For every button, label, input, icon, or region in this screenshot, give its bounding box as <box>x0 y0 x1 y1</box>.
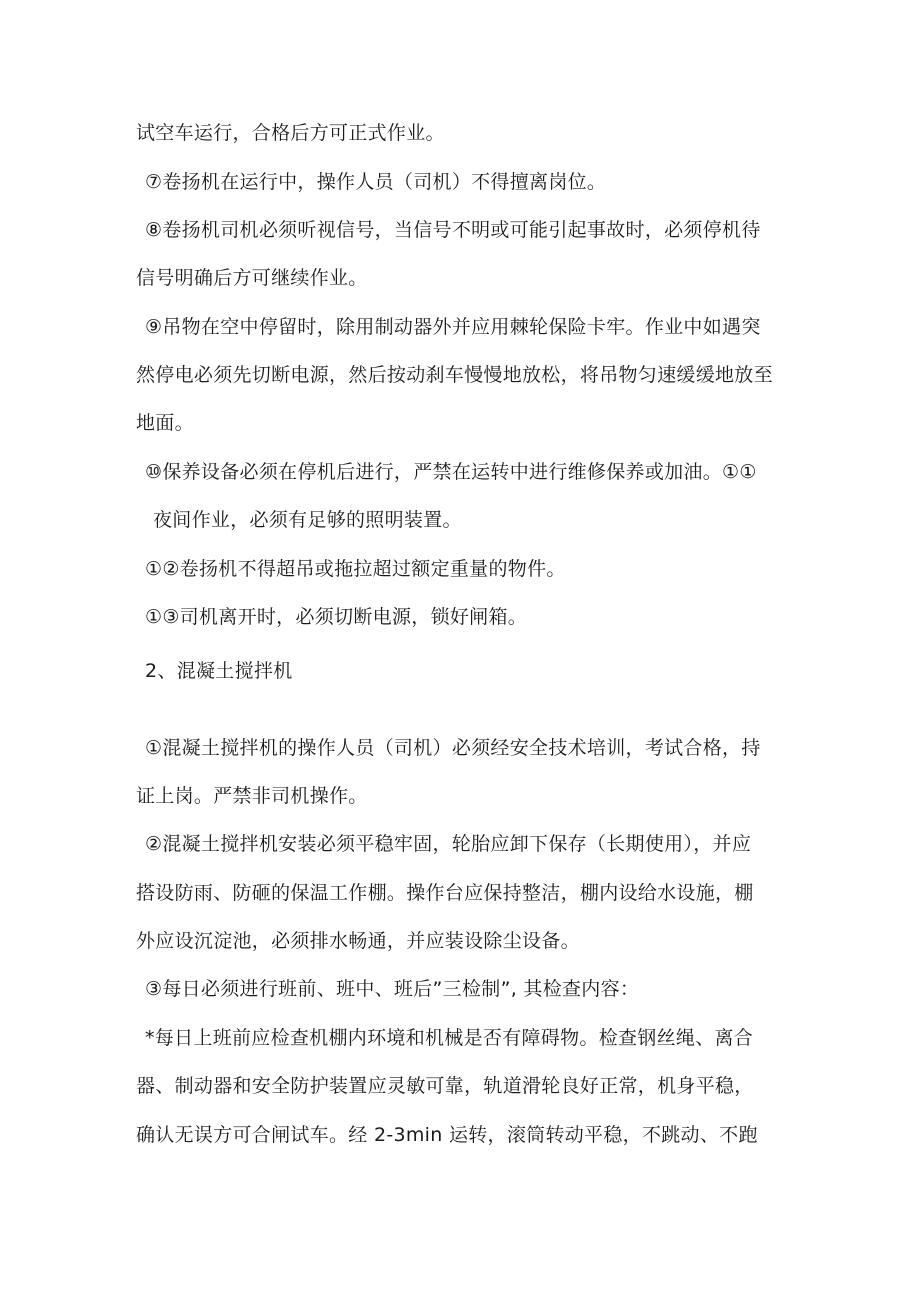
text-line: 搭设防雨、防砸的保温工作棚。操作台应保持整洁，棚内设给水设施，棚 <box>136 882 754 904</box>
text-line: 确认无误方可合闸试车。经 2-3min 运转，滚筒转动平稳，不跳动、不跑 <box>136 1124 758 1146</box>
text-line: 信号明确后方可继续作业。 <box>136 267 368 289</box>
text-line: ⑦卷扬机在运行中，操作人员（司机）不得擅离岗位。 <box>145 171 607 193</box>
text-line: 夜间作业，必须有足够的照明装置。 <box>153 509 462 531</box>
text-line: 证上岗。严禁非司机操作。 <box>136 785 368 807</box>
section-heading: 2、混凝土搅拌机 <box>145 660 293 682</box>
text-line: ①②卷扬机不得超吊或拖拉超过额定重量的物件。 <box>145 558 566 580</box>
text-line: ⑩保养设备必须在停机后进行，严禁在运转中进行维修保养或加油。①① <box>145 461 757 483</box>
text-line: *每日上班前应检查机棚内环境和机械是否有障碍物。检查钢丝绳、离合 <box>145 1027 754 1049</box>
text-line: 器、制动器和安全防护装置应灵敏可靠，轨道滑轮良好正常，机身平稳， <box>136 1075 754 1097</box>
text-line: ②混凝土搅拌机安装必须平稳牢固，轮胎应卸下保存（长期使用），并应 <box>145 833 752 855</box>
text-line: ③每日必须进行班前、班中、班后”三检制”, 其检查内容： <box>145 978 640 1000</box>
text-line: 试空车运行，合格后方可正式作业。 <box>136 122 445 144</box>
text-line: ⑨吊物在空中停留时，除用制动器外并应用棘轮保险卡牢。作业中如遇突 <box>145 316 761 338</box>
text-line: 然停电必须先切断电源，然后按动刹车慢慢地放松，将吊物匀速缓缓地放至 <box>136 364 773 386</box>
text-line: 地面。 <box>136 412 194 434</box>
text-line: ⑧卷扬机司机必须听视信号，当信号不明或可能引起事故时，必须停机待 <box>145 219 761 241</box>
text-line: 外应设沉淀池，必须排水畅通，并应装设除尘设备。 <box>136 930 580 952</box>
text-line: ①③司机离开时，必须切断电源，锁好闸箱。 <box>145 606 528 628</box>
text-line: ①混凝土搅拌机的操作人员（司机）必须经安全技术培训，考试合格，持 <box>145 737 761 759</box>
